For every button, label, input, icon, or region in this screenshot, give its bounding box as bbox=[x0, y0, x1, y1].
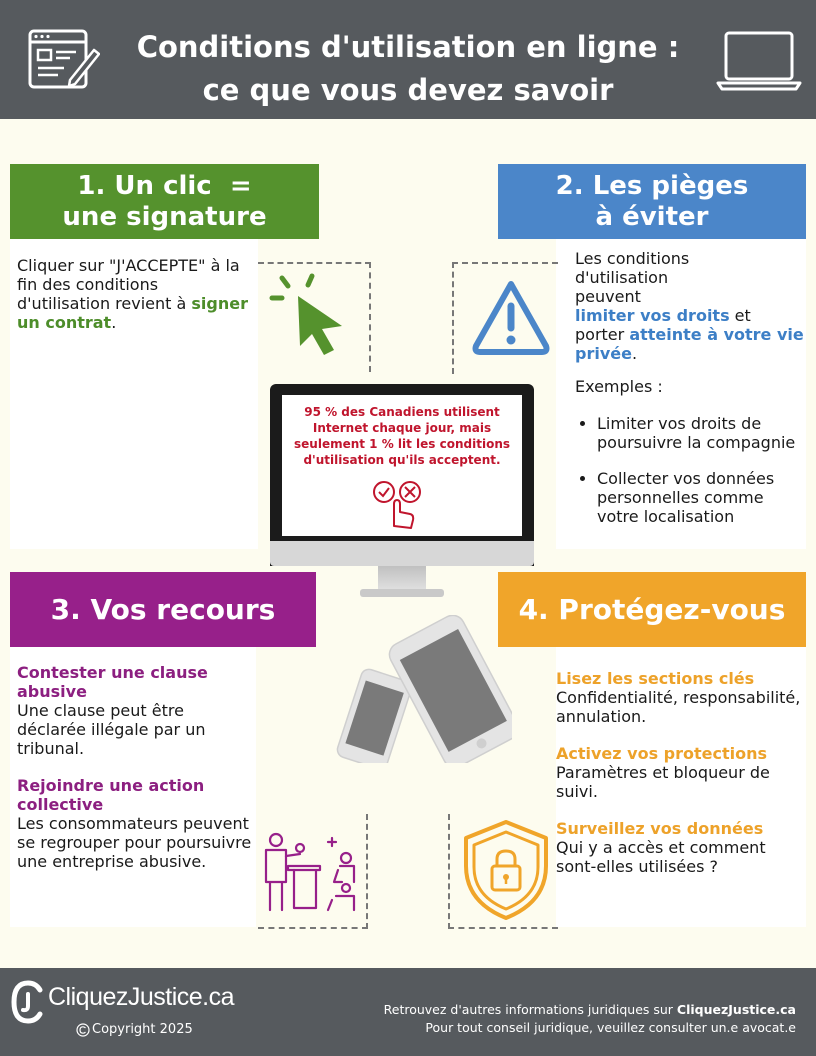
section-1-highlight: signer un contrat bbox=[17, 294, 248, 332]
section-2-highlight-1: limiter vos droits bbox=[575, 306, 730, 325]
brand-name[interactable]: CliquezJustice.ca bbox=[48, 983, 235, 1011]
page-title bbox=[100, 26, 716, 112]
tip-text: Paramètres et bloqueur de suivi. bbox=[556, 763, 770, 801]
title-line-1: Conditions d'utilisation en ligne : bbox=[136, 30, 680, 64]
click-cursor-icon bbox=[268, 270, 350, 360]
tip-heading: Lisez les sections clés bbox=[556, 669, 755, 688]
section-4-text bbox=[556, 669, 806, 876]
section-1-title-line-1: 1. Un clic = bbox=[77, 170, 252, 201]
monitor-chin bbox=[270, 541, 534, 566]
monitor-stand bbox=[378, 566, 426, 590]
section-2-end: . bbox=[631, 344, 638, 363]
warning-icon bbox=[470, 278, 552, 356]
examples-label: Exemples : bbox=[575, 377, 663, 396]
tip-heading: Surveillez vos données bbox=[556, 819, 764, 838]
section-2-title-line-2: à éviter bbox=[595, 201, 709, 232]
tip-text: Confidentialité, responsabilité, annulation. bbox=[556, 688, 801, 726]
section-2-text bbox=[575, 249, 805, 543]
monitor-base bbox=[360, 589, 444, 597]
recourse-heading: Contester une clause abusive bbox=[17, 663, 208, 701]
section-1-title bbox=[10, 164, 319, 239]
tip-text: Qui y a accès et comment sont-elles utilisées ? bbox=[556, 838, 776, 876]
section-1-text bbox=[17, 256, 253, 332]
recourse-text: Les consommateurs peuvent se regrouper pour poursuivre une entreprise abusive. bbox=[17, 814, 252, 871]
phones-icon bbox=[312, 615, 512, 763]
section-1-body: Cliquer sur "J'ACCEPTE" à la fin des conditions d'utilisation revient à bbox=[17, 256, 240, 313]
courtroom-icon bbox=[262, 830, 366, 914]
section-2-title-line-1: 2. Les pièges bbox=[555, 170, 749, 201]
footer-line-2: Pour tout conseil juridique, veuillez consulter un.e avocat.e bbox=[425, 1020, 796, 1035]
example-item: • Limiter vos droits de poursuivre la compagnie bbox=[597, 414, 805, 452]
footer-line-1-text: Retrouvez d'autres informations juridiques sur bbox=[383, 1002, 677, 1017]
form-edit-icon bbox=[28, 28, 100, 92]
copyright-icon bbox=[76, 1023, 90, 1037]
laptop-icon bbox=[716, 30, 802, 92]
shield-lock-icon bbox=[460, 818, 552, 922]
section-1-end: . bbox=[111, 313, 117, 332]
section-4-title: 4. Protégez-vous bbox=[498, 572, 806, 647]
recourse-heading: Rejoindre une action collective bbox=[17, 776, 205, 814]
footer-line-1 bbox=[300, 1002, 796, 1017]
example-item: • Collecter vos données personnelles comme votre localisation bbox=[597, 469, 805, 526]
section-3-text bbox=[17, 663, 253, 871]
section-2-mid: et porter bbox=[575, 306, 751, 344]
check-cross-tap-icon bbox=[368, 480, 428, 532]
tip-heading: Activez vos protections bbox=[556, 744, 768, 763]
footer-link[interactable]: CliquezJustice.ca bbox=[676, 1002, 796, 1017]
section-1-title-line-2: une signature bbox=[62, 201, 267, 232]
copyright-text: Copyright 2025 bbox=[92, 1022, 193, 1037]
examples-list bbox=[597, 414, 805, 526]
section-2-intro: Les conditions d'utilisation peuvent bbox=[575, 249, 690, 306]
recourse-text: Une clause peut être déclarée illégale par un tribunal. bbox=[17, 701, 206, 758]
section-2-title bbox=[498, 164, 806, 239]
section-3-title: 3. Vos recours bbox=[10, 572, 316, 647]
brand-logo-icon bbox=[10, 980, 46, 1026]
title-line-2: ce que vous devez savoir bbox=[202, 73, 614, 107]
statistic-text: 95 % des Canadiens utilisent Internet chaque jour, mais seulement 1 % lit les conditions d'utilisation qu'ils acceptent. bbox=[294, 405, 510, 467]
section-2-highlight-2: atteinte à votre vie privée bbox=[575, 325, 804, 363]
